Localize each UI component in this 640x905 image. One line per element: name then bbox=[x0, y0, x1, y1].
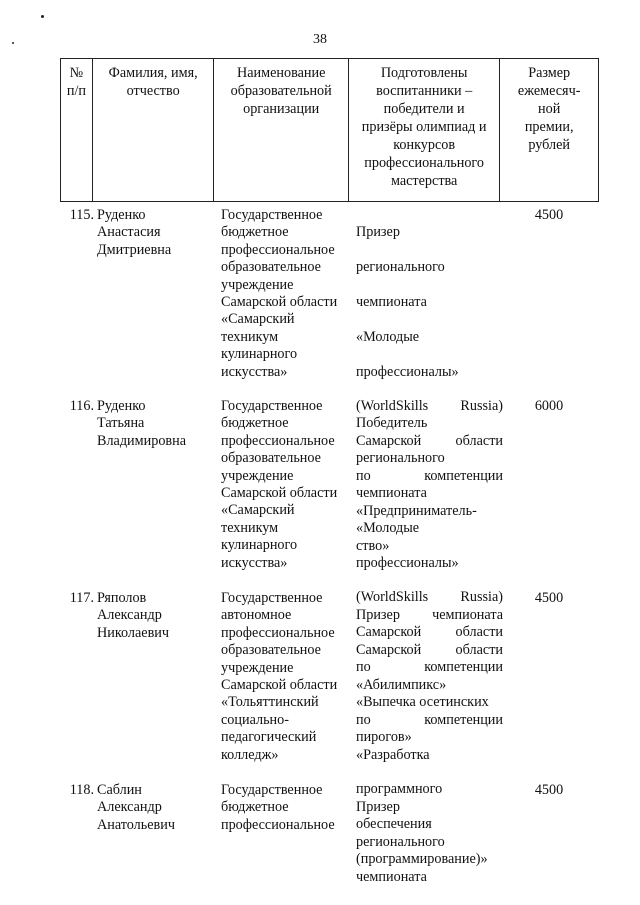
achievement-line: Самарской области bbox=[356, 624, 503, 641]
achievement-line: по компетенции bbox=[356, 711, 503, 728]
row-number: 115. bbox=[69, 207, 94, 223]
header-num: № п/п bbox=[61, 59, 93, 201]
achievement-line: регионального bbox=[356, 834, 445, 851]
header-org: Наименование образовательной организации bbox=[214, 59, 349, 201]
achievement-line: программного bbox=[356, 781, 443, 798]
achievement-line: Призер bbox=[356, 799, 400, 816]
achievement-line: (WorldSkills Russia) bbox=[356, 589, 503, 606]
organization: Государственное бюджетное профессиональное bbox=[221, 782, 335, 833]
achievement-line: Самарской области bbox=[356, 642, 503, 659]
achievement-line: Призер чемпионата bbox=[356, 607, 503, 624]
prize-amount: 4500 bbox=[534, 590, 564, 606]
achievement-line: Победитель bbox=[356, 415, 428, 432]
achievement-line: Призер bbox=[356, 224, 400, 241]
achievement-line: пирогов» bbox=[356, 728, 412, 745]
achievement-line: (WorldSkills Russia) bbox=[356, 398, 503, 415]
achievement-line: «Выпечка осетинских bbox=[356, 693, 489, 710]
achievement-line: регионального bbox=[356, 259, 445, 276]
achievement-line: профессионалы» bbox=[356, 363, 459, 380]
organization: Государственное автономное профессиональное образовательное учреждение Самарской области «Тольяттинский социально- педагогический колледж» bbox=[221, 590, 338, 763]
organization: Государственное бюджетное профессиональное образовательное учреждение Самарской области «Самарский техникум кулинарного искусства» bbox=[221, 207, 338, 380]
row-number: 118. bbox=[69, 782, 94, 798]
header-achievement: Подготовлены воспитанники – победители и призёры олимпиад и конкурсов профессионального мастерства bbox=[349, 59, 500, 201]
achievement-line: «Молодые bbox=[356, 328, 420, 345]
achievement-line: профессионалы» bbox=[356, 554, 459, 571]
achievement-line: «Разработка bbox=[356, 746, 430, 763]
achievement-line: чемпионата bbox=[356, 485, 427, 502]
person-name: Ряполов Александр Николаевич bbox=[97, 590, 170, 641]
achievement-line: по компетенции bbox=[356, 468, 503, 485]
achievement-line: чемпионата bbox=[356, 294, 427, 311]
row-number: 116. bbox=[69, 398, 94, 414]
prize-amount: 6000 bbox=[534, 398, 564, 414]
achievement bbox=[356, 782, 503, 904]
table-header bbox=[60, 58, 599, 202]
person-name: Саблин Александр Анатольевич bbox=[97, 782, 175, 833]
achievement-line: Самарской области bbox=[356, 433, 503, 450]
prize-amount: 4500 bbox=[534, 782, 564, 798]
header-name: Фамилия, имя, отчество bbox=[93, 59, 215, 201]
achievement-line: «Абилимпикс» bbox=[356, 677, 447, 694]
achievement-line: регионального bbox=[356, 450, 445, 467]
person-name: Руденко Татьяна Владимировна bbox=[97, 398, 186, 449]
achievement-line: ство» bbox=[356, 537, 390, 554]
row-number: 117. bbox=[69, 590, 94, 606]
organization: Государственное бюджетное профессиональное образовательное учреждение Самарской области «Самарский техникум кулинарного искусства» bbox=[221, 398, 338, 571]
achievement-line: «Молодые bbox=[356, 519, 420, 536]
header-prize: Размер ежемесяч- ной премии, рублей bbox=[517, 65, 581, 153]
achievement-line: (программирование)» bbox=[356, 851, 488, 868]
achievement-line: по компетенции bbox=[356, 659, 503, 676]
achievement-line: обеспечения bbox=[356, 816, 432, 833]
page-number: 38 bbox=[313, 32, 327, 47]
person-name: Руденко Анастасия Дмитриевна bbox=[97, 207, 172, 258]
achievement-line: «Предприниматель- bbox=[356, 502, 477, 519]
achievement-line: чемпионата bbox=[356, 869, 427, 886]
prize-amount: 4500 bbox=[534, 207, 564, 223]
scan-speck bbox=[41, 15, 44, 18]
